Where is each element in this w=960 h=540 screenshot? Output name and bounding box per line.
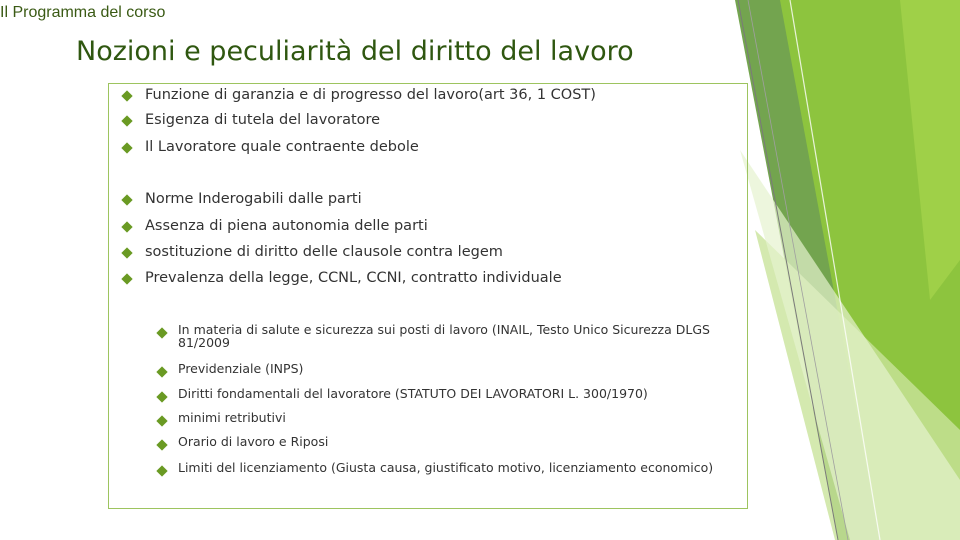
list-item-text: In materia di salute e sicurezza sui posti di lavoro (INAIL, Testo Unico Sicurezza DLGS 81/2009 bbox=[178, 322, 710, 350]
list-item-text: Previdenziale (INPS) bbox=[178, 361, 304, 376]
list-item-text: Norme Inderogabili dalle parti bbox=[145, 191, 362, 207]
list-item-text: Il Lavoratore quale contraente debole bbox=[145, 139, 419, 155]
list-item-text: sostituzione di diritto delle clausole contra legem bbox=[145, 244, 503, 260]
list-item-text: Funzione di garanzia e di progresso del lavoro(art 36, 1 COST) bbox=[145, 87, 596, 103]
list-item-text: Orario di lavoro e Riposi bbox=[178, 434, 329, 449]
list-item-text: Limiti del licenziamento (Giusta causa, giustificato motivo, licenziamento economico) bbox=[178, 460, 714, 475]
list-item-text: minimi retributivi bbox=[178, 410, 286, 425]
list-item-text: Diritti fondamentali del lavoratore (STATUTO DEI LAVORATORI L. 300/1970) bbox=[178, 386, 648, 401]
slide-title: Nozioni e peculiarità del diritto del lavoro bbox=[76, 36, 634, 67]
list-item-text: Assenza di piena autonomia delle parti bbox=[145, 218, 428, 234]
list-item-text: Prevalenza della legge, CCNL, CCNI, contratto individuale bbox=[145, 270, 562, 286]
list-item-text: Esigenza di tutela del lavoratore bbox=[145, 112, 381, 128]
course-title: Il Programma del corso bbox=[0, 4, 166, 21]
